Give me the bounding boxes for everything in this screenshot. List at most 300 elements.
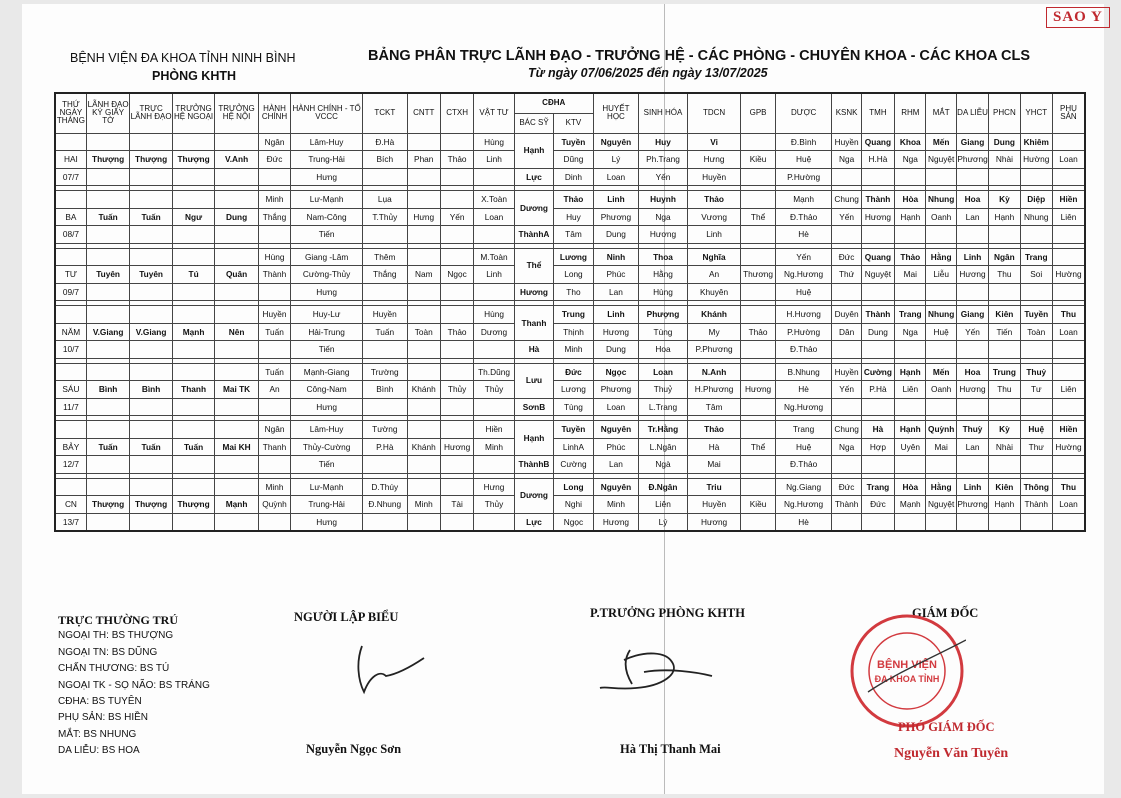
admin-cell [258,398,290,416]
supplies-cell: Hiền [474,421,514,439]
admin_org-cell: Cường-Thủy [291,266,363,284]
supplies-cell: Loan [474,208,514,226]
rhm-cell: Hòa [895,478,926,496]
biochem-cell: Thuỷ [639,381,688,399]
admin-cell: Thanh [258,438,290,456]
rhm-cell: Liên [895,381,926,399]
obgyn-cell [1052,363,1085,381]
hematology-cell: Lan [593,283,639,301]
biochem-cell: Yến [639,168,688,186]
ksnk-cell: Yến [832,208,861,226]
pharmacy-cell: Trang [775,421,832,439]
empty-cell [172,168,214,186]
col-leader-duty: TRỰC LÃNH ĐẠO [130,93,172,133]
admin_org-cell: Thủy-Cường [291,438,363,456]
deputy-head-name: Hà Thị Thanh Mai [620,742,721,756]
empty-cell [172,398,214,416]
col-admin-org: HÀNH CHÍNH - TỔ VCCC [291,93,363,133]
rhm-cell: Hạnh [895,421,926,439]
yhct-cell: Thư [1020,438,1052,456]
yhct-cell [1020,341,1052,359]
phcn-cell [989,513,1020,531]
eye-cell [926,456,956,474]
resident-duty-line: PHỤ SẢN: BS HIỀN [58,712,149,724]
obgyn-cell: Loan [1052,323,1085,341]
tdcn-cell: Tâm [687,398,741,416]
admin-cell: Minh [258,191,290,209]
day-spacer-cell [55,478,86,496]
yhct-cell [1020,513,1052,531]
yhct-cell: Toàn [1020,323,1052,341]
biochem-cell: Lý [639,513,688,531]
empty-cell [130,248,172,266]
phcn-cell: Nhài [989,151,1020,169]
tmh-cell [861,341,894,359]
phcn-cell: Dung [989,133,1020,151]
gpb-cell [741,226,775,244]
admin-cell: An [258,381,290,399]
col-admin: HÀNH CHÍNH [258,93,290,133]
obgyn-cell: Liên [1052,381,1085,399]
rhm-cell: Nga [895,151,926,169]
obgyn-cell [1052,133,1085,151]
ctxh-cell: Thảo [440,323,473,341]
table-row [55,363,1085,381]
pharmacy-cell: B.Nhung [775,363,832,381]
empty-cell [215,133,259,151]
cntt-cell: Toàn [407,323,440,341]
leader_duty-cell: Tuyên [130,266,172,284]
admin_org-cell: Lâm-Huy [291,133,363,151]
admin_org-cell: Nam-Công [291,208,363,226]
rhm-cell: Uyên [895,438,926,456]
derm-cell: Phương [956,151,988,169]
table-row [55,226,1085,244]
rhm-cell [895,398,926,416]
tmh-cell: Cường [861,363,894,381]
ctxh-cell [440,421,473,439]
pharmacy-cell: Đ.Bình [775,133,832,151]
day-name-cell: BẢY [55,438,86,456]
table-row [55,496,1085,514]
ksnk-cell: Duyên [832,306,861,324]
empty-cell [172,283,214,301]
empty-cell [215,168,259,186]
eye-cell [926,283,956,301]
table-row [55,283,1085,301]
pharmacy-cell: Hè [775,226,832,244]
surgery_head-cell: Thượng [172,496,214,514]
table-row [55,133,1085,151]
cntt-cell: Phan [407,151,440,169]
phcn-cell: Kỳ [989,421,1020,439]
imaging-doctor-cell: Thanh [514,306,553,341]
biochem-cell: L.Ngân [639,438,688,456]
phcn-cell: Trung [989,363,1020,381]
leader_sign-cell: Tuấn [86,438,130,456]
empty-cell [130,133,172,151]
obgyn-cell [1052,248,1085,266]
empty-cell [215,421,259,439]
col-surgery-head: TRƯỞNG HỆ NGOẠI [172,93,214,133]
tckt-cell [363,283,408,301]
imaging-doctor-cell: Hạnh [514,133,553,168]
empty-cell [86,306,130,324]
tdcn-cell: Linh [687,226,741,244]
derm-cell [956,513,988,531]
rhm-cell: Mai [895,266,926,284]
derm-cell: Hương [956,266,988,284]
tdcn-cell: Khuyên [687,283,741,301]
tckt-cell: Thắng [363,266,408,284]
deputy-head-title: P.TRƯỞNG PHÒNG KHTH [590,606,745,620]
yhct-cell: Soi [1020,266,1052,284]
eye-cell [926,168,956,186]
supplies-cell: Thủy [474,496,514,514]
gpb-cell [741,191,775,209]
col-ctxh: CTXH [440,93,473,133]
biochem-cell: Huynh [639,191,688,209]
col-eye: MẮT [926,93,956,133]
admin_org-cell: Huy-Lư [291,306,363,324]
yhct-cell: Diệp [1020,191,1052,209]
admin_org-cell: Lâm-Huy [291,421,363,439]
eye-cell: Mai [926,438,956,456]
cntt-cell [407,398,440,416]
hematology-cell: Phúc [593,266,639,284]
tckt-cell: Trường [363,363,408,381]
hematology-cell: Nguyên [593,421,639,439]
tckt-cell: D.Thúy [363,478,408,496]
col-imaging: CĐHA [514,93,593,113]
eye-cell: Oanh [926,208,956,226]
ctxh-cell [440,363,473,381]
rhm-cell: Nga [895,323,926,341]
rhm-cell [895,513,926,531]
ksnk-cell: Nga [832,151,861,169]
admin-cell [258,513,290,531]
admin-cell [258,456,290,474]
admin-cell: Huyền [258,306,290,324]
medicine_head-cell: Dung [215,208,259,226]
resident-duty-line: DA LIỄU: BS HOA [58,745,140,757]
leader_duty-cell: Thượng [130,151,172,169]
surgery_head-cell: Mạnh [172,323,214,341]
eye-cell: Mến [926,133,956,151]
cntt-cell: Hưng [407,208,440,226]
tdcn-cell: Hà [687,438,741,456]
resident-duty-line: CĐHA: BS TUYÊN [58,696,142,708]
empty-cell [86,398,130,416]
biochem-cell: Ngà [639,456,688,474]
cntt-cell [407,283,440,301]
surgery_head-cell: Thanh [172,381,214,399]
supplies-cell [474,513,514,531]
leader_duty-cell: V.Giang [130,323,172,341]
tdcn-cell: Thảo [687,421,741,439]
tmh-cell: Trang [861,478,894,496]
ctxh-cell [440,398,473,416]
hematology-cell: Linh [593,306,639,324]
yhct-cell: Tư [1020,381,1052,399]
day-date-cell: 12/7 [55,456,86,474]
imaging-technician-cell: Lương [554,381,593,399]
ctxh-cell [440,283,473,301]
table-row [55,151,1085,169]
imaging-technician-cell: Tuyền [554,133,593,151]
eye-cell: Hằng [926,248,956,266]
col-yhct: YHCT [1020,93,1052,133]
leader_sign-cell: Tuấn [86,208,130,226]
vice-director-name: Nguyễn Văn Tuyên [894,746,1009,761]
ksnk-cell [832,168,861,186]
tmh-cell: Dung [861,323,894,341]
tdcn-cell: Mai [687,456,741,474]
pharmacy-cell: Yến [775,248,832,266]
resident-duty-block [58,612,210,760]
phcn-cell [989,283,1020,301]
biochem-cell: Liên [639,496,688,514]
eye-cell [926,513,956,531]
table-row [55,438,1085,456]
supplies-cell [474,283,514,301]
phcn-cell: Tiến [989,323,1020,341]
medicine_head-cell: V.Anh [215,151,259,169]
admin-cell: Quỳnh [258,496,290,514]
imaging-technician-cell: Dũng [554,151,593,169]
preparer-name: Nguyễn Ngọc Sơn [306,742,402,756]
eye-cell: Nguyệt [926,151,956,169]
leader_sign-cell: V.Giang [86,323,130,341]
admin_org-cell: Mạnh-Giang [291,363,363,381]
empty-cell [130,341,172,359]
hematology-cell: Phương [593,208,639,226]
eye-cell: Hằng [926,478,956,496]
admin_org-cell: Tiến [291,456,363,474]
admin_org-cell: Lư-Mạnh [291,478,363,496]
department-name: PHÒNG KHTH [152,69,237,83]
eye-cell: Oanh [926,381,956,399]
cntt-cell [407,133,440,151]
yhct-cell [1020,168,1052,186]
biochem-cell: Phượng [639,306,688,324]
table-row [55,248,1085,266]
ksnk-cell: Đức [832,478,861,496]
obgyn-cell: Thu [1052,478,1085,496]
biochem-cell: Nga [639,208,688,226]
supplies-cell: Linh [474,266,514,284]
admin_org-cell: Hưng [291,168,363,186]
biochem-cell: Thoa [639,248,688,266]
ctxh-cell: Thảo [440,151,473,169]
table-row [55,208,1085,226]
document-date-range: Từ ngày 07/06/2025 đến ngày 13/07/2025 [528,66,768,80]
empty-cell [130,478,172,496]
col-rhm: RHM [895,93,926,133]
tmh-cell [861,513,894,531]
phcn-cell: Nhài [989,438,1020,456]
empty-cell [130,513,172,531]
phcn-cell: Hạnh [989,496,1020,514]
day-spacer-cell [55,248,86,266]
empty-cell [215,191,259,209]
ksnk-cell: Thành [832,496,861,514]
svg-text:BỆNH VIỆN: BỆNH VIỆN [877,659,937,671]
day-spacer-cell [55,191,86,209]
day-name-cell: BA [55,208,86,226]
gpb-cell: Thể [741,208,775,226]
eye-cell [926,226,956,244]
hematology-cell: Lan [593,456,639,474]
day-name-cell: SÁU [55,381,86,399]
tckt-cell: Tuấn [363,323,408,341]
empty-cell [172,341,214,359]
gpb-cell [741,421,775,439]
rhm-cell [895,226,926,244]
phcn-cell: Ngân [989,248,1020,266]
roster-body [55,133,1085,531]
admin-cell [258,341,290,359]
imaging-doctor-cell: Hương [514,283,553,301]
imaging-doctor-cell: Lực [514,168,553,186]
gpb-cell: Kiều [741,151,775,169]
empty-cell [172,133,214,151]
obgyn-cell [1052,168,1085,186]
admin-cell: Hùng [258,248,290,266]
gpb-cell [741,168,775,186]
tdcn-cell: Vương [687,208,741,226]
empty-cell [172,513,214,531]
hematology-cell: Hương [593,323,639,341]
gpb-cell [741,363,775,381]
day-name-cell: TƯ [55,266,86,284]
imaging-technician-cell: Tuyền [554,421,593,439]
table-row [55,398,1085,416]
ctxh-cell [440,248,473,266]
gpb-cell: Thảo [741,323,775,341]
yhct-cell: Huệ [1020,421,1052,439]
yhct-cell [1020,456,1052,474]
eye-cell: Quỳnh [926,421,956,439]
empty-cell [130,191,172,209]
empty-cell [215,478,259,496]
day-date-cell: 09/7 [55,283,86,301]
day-date-cell: 07/7 [55,168,86,186]
ctxh-cell [440,513,473,531]
table-row [55,168,1085,186]
tckt-cell: Đ.Hà [363,133,408,151]
phcn-cell: Kỳ [989,191,1020,209]
admin-cell: Minh [258,478,290,496]
empty-cell [86,283,130,301]
pharmacy-cell: Ng.Hương [775,398,832,416]
surgery_head-cell: Thượng [172,151,214,169]
pharmacy-cell: Hè [775,381,832,399]
supplies-cell: Minh [474,438,514,456]
resident-duty-line: NGOẠI TK - SỌ NÃO: BS TRÁNG [58,679,210,691]
supplies-cell [474,456,514,474]
copy-stamp-label: SAO Y [1046,7,1110,28]
imaging-doctor-cell: ThànhA [514,226,553,244]
rhm-cell: Hạnh [895,363,926,381]
ctxh-cell: Tài [440,496,473,514]
gpb-cell [741,513,775,531]
derm-cell [956,226,988,244]
col-tdcn: TDCN [687,93,741,133]
empty-cell [172,363,214,381]
empty-cell [130,168,172,186]
yhct-cell: Hường [1020,151,1052,169]
obgyn-cell [1052,226,1085,244]
derm-cell: Yến [956,323,988,341]
imaging-doctor-cell: Thể [514,248,553,283]
admin_org-cell: Lư-Mạnh [291,191,363,209]
table-row [55,478,1085,496]
empty-cell [172,456,214,474]
pharmacy-cell: H.Hương [775,306,832,324]
gpb-cell [741,283,775,301]
tmh-cell [861,168,894,186]
col-medicine-head: TRƯỞNG HỆ NỘI [215,93,259,133]
phcn-cell: Kiên [989,478,1020,496]
empty-cell [215,341,259,359]
tdcn-cell: Triu [687,478,741,496]
obgyn-cell: Hiền [1052,191,1085,209]
derm-cell: Lan [956,438,988,456]
ksnk-cell: Chung [832,421,861,439]
day-date-cell: 08/7 [55,226,86,244]
imaging-technician-cell: Cường [554,456,593,474]
day-name-cell: NĂM [55,323,86,341]
day-spacer-cell [55,133,86,151]
empty-cell [172,478,214,496]
admin-cell: Thành [258,266,290,284]
eye-cell [926,341,956,359]
ksnk-cell: Thứ [832,266,861,284]
admin_org-cell: Công-Nam [291,381,363,399]
empty-cell [215,306,259,324]
gpb-cell: Thể [741,438,775,456]
document-title: BẢNG PHÂN TRỰC LÃNH ĐẠO - TRƯỞNG HỆ - CÁC PHÒNG - CHUYÊN KHOA - CÁC KHOA CLS [368,48,1031,64]
col-obgyn: PHỤ SẢN [1052,93,1085,133]
hematology-cell: Nguyên [593,133,639,151]
supplies-cell: Hùng [474,306,514,324]
tdcn-cell: Hưng [687,151,741,169]
ksnk-cell: Dân [832,323,861,341]
admin-cell: Ngân [258,421,290,439]
obgyn-cell: Loan [1052,496,1085,514]
empty-cell [215,456,259,474]
preparer-title: NGƯỜI LẬP BIỂU [294,610,399,624]
hematology-cell: Minh [593,496,639,514]
biochem-cell: Tùng [639,323,688,341]
eye-cell: Huệ [926,323,956,341]
pharmacy-cell: Ng.Giang [775,478,832,496]
empty-cell [130,226,172,244]
phcn-cell: Thu [989,381,1020,399]
admin-cell: Đức [258,151,290,169]
cntt-cell: Minh [407,496,440,514]
ctxh-cell: Yến [440,208,473,226]
surgery_head-cell: Ngư [172,208,214,226]
table-row [55,381,1085,399]
imaging-technician-cell: Lương [554,248,593,266]
yhct-cell: Thuỷ [1020,363,1052,381]
empty-cell [86,421,130,439]
obgyn-cell: Thu [1052,306,1085,324]
cntt-cell [407,363,440,381]
day-date-cell: 10/7 [55,341,86,359]
